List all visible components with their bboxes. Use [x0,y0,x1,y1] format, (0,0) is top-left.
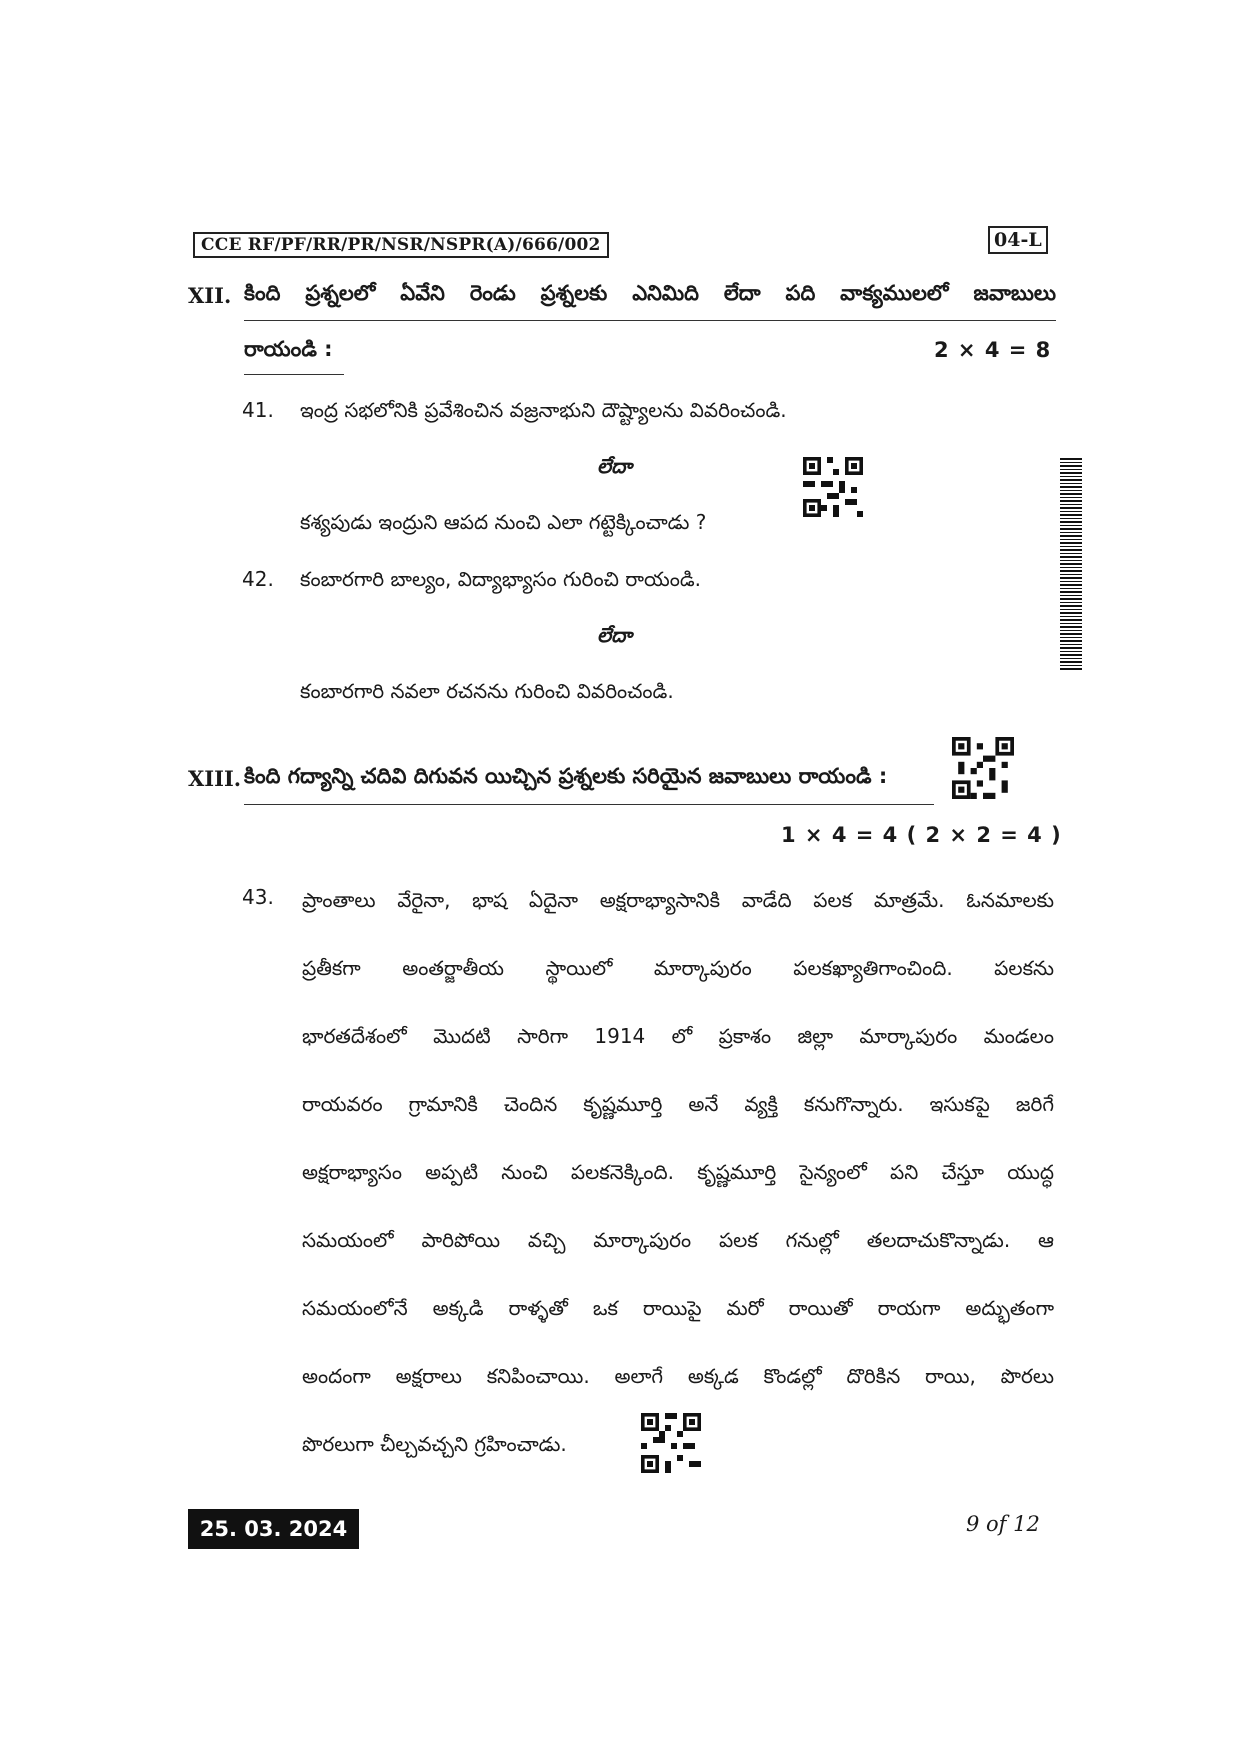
passage-line: అక్షరాభ్యాసం అప్పటి నుంచి పలకనెక్కింది. కృష్ణమూర్తి సైన్యంలో పని చేస్తూ యుద్ధ [302,1160,1054,1184]
question-42-text: కంబారగారి బాల్యం, విద్యాభ్యాసం గురించి రాయండి. [300,567,702,591]
question-43-number: 43. [242,885,274,909]
qr-code-icon [641,1412,701,1474]
question-42-or: లేదా [597,623,632,647]
passage [302,885,1054,1497]
qr-code-icon [803,456,863,518]
question-42-alt: కంబారగారి నవలా రచనను గురించి వివరించండి. [300,679,674,703]
section-13-marks: 1 × 4 = 4 ( 2 × 2 = 4 ) [781,823,1062,847]
exam-code: CCE RF/PF/RR/PR/NSR/NSPR(A)/666/002 [193,232,609,258]
passage-line: భారతదేశంలో మొదటి సారిగా 1914 లో ప్రకాశం జిల్లా మార్కాపురం మండలం [302,1024,1054,1048]
section-12-underline-1 [244,320,1056,321]
passage-line: అందంగా అక్షరాలు కనిపించాయి. అలాగే అక్కడ కొండల్లో దొరికిన రాయి, పొరలు [302,1364,1054,1388]
page-number: 9 of 12 [966,1512,1040,1536]
section-12-instruction-line2: రాయండి : [244,337,333,361]
question-41-alt: కశ్యపుడు ఇంద్రుని ఆపద నుంచి ఎలా గట్టెక్కించాడు ? [300,510,707,534]
passage-line: ప్రాంతాలు వేరైనా, భాష ఏదైనా అక్షరాభ్యాసానికి వాడేది పలక మాత్రమే. ఓనమాలకు [302,888,1054,912]
section-12-underline-2 [244,374,344,375]
barcode-icon [1060,458,1082,670]
exam-date: 25. 03. 2024 [188,1509,359,1549]
passage-line: పొరలుగా చీల్చవచ్చని గ్రహించాడు. [302,1432,567,1456]
section-13-instruction: కింది గద్యాన్ని చదివి దిగువన యిచ్చిన ప్రశ్నలకు సరియైన జవాబులు రాయండి : [244,764,888,788]
section-12-instruction-line1: కింది ప్రశ్నలలో ఏవేని రెండు ప్రశ్నలకు ఎనిమిది లేదా పది వాక్యములలో జవాబులు [244,281,1056,305]
passage-line: ప్రతీకగా అంతర్జాతీయ స్థాయిలో మార్కాపురం పలకఖ్యాతిగాంచింది. పలకను [302,956,1054,980]
paper-code: 04-L [988,226,1048,254]
section-13-underline [244,804,934,805]
question-41-number: 41. [242,398,274,422]
question-41-text: ఇంద్ర సభలోనికి ప్రవేశించిన వజ్రనాభుని దౌష్ట్యాలను వివరించండి. [300,398,787,422]
section-13-number: XIII. [188,766,242,791]
question-41-or: లేదా [597,454,632,478]
question-42-number: 42. [242,567,274,591]
qr-code-icon [952,737,1014,799]
passage-line: సమయంలో పారిపోయి వచ్చి మార్కాపురం పలక గనుల్లో తలదాచుకొన్నాడు. ఆ [302,1228,1054,1252]
section-12-marks: 2 × 4 = 8 [934,338,1052,362]
passage-line: రాయవరం గ్రామానికి చెందిన కృష్ణమూర్తి అనే వ్యక్తి కనుగొన్నారు. ఇసుకపై జరిగే [302,1092,1054,1116]
section-12-number: XII. [188,283,232,308]
passage-line: సమయంలోనే అక్కడి రాళ్ళతో ఒక రాయిపై మరో రాయితో రాయగా అద్భుతంగా [302,1296,1054,1320]
